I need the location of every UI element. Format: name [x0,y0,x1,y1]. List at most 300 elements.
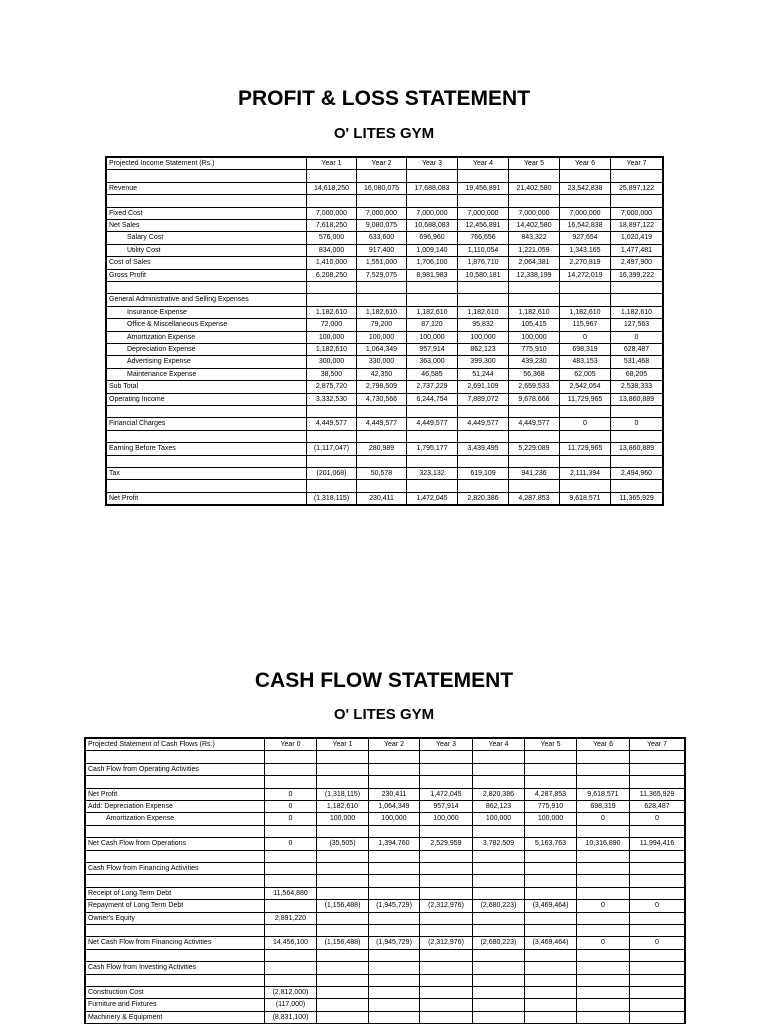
cell-value [317,949,369,961]
row-label: Net Profit [86,788,265,800]
cf-header-year: Year 0 [265,739,317,751]
table-row [86,999,685,1011]
cell-value: 1,472,045 [420,788,473,800]
cell-value: 9,618,571 [560,492,611,504]
cell-value: 12,456,891 [458,220,509,232]
cell-value [307,170,357,182]
cell-value: 230,411 [357,492,407,504]
cell-value: 1,795,177 [407,443,458,455]
cell-value: 5,229,089 [509,443,560,455]
cell-value [420,850,473,862]
cell-value: 46,585 [407,368,458,380]
cell-value: 2,111,394 [560,468,611,480]
cell-value: 3,439,495 [458,443,509,455]
cell-value: 0 [560,418,611,430]
cell-value: 1,009,140 [407,244,458,256]
cell-value: 87,120 [407,319,458,331]
cell-value [420,863,473,875]
row-label: Receipt of Long Term Debt [86,887,265,899]
cell-value [525,912,577,924]
cell-value: (2,312,976) [420,900,473,912]
cell-value [357,195,407,207]
cell-value [458,294,509,306]
cell-value: 399,300 [458,356,509,368]
cell-value [265,962,317,974]
cf-header-year: Year 1 [317,739,369,751]
table-row [107,368,663,380]
cell-value: 363,000 [407,356,458,368]
cell-value [630,875,685,887]
cell-value: 8,981,983 [407,269,458,281]
cell-value: 957,914 [407,344,458,356]
cell-value: 0 [560,331,611,343]
cell-value: 4,449,577 [509,418,560,430]
cell-value: 2,270,819 [560,257,611,269]
cell-value [611,195,663,207]
cf-header-year: Year 2 [369,739,420,751]
cell-value [611,170,663,182]
cell-value: 1,551,000 [357,257,407,269]
cell-value: 1,182,610 [458,306,509,318]
cell-value [630,974,685,986]
row-label [107,170,307,182]
table-row [86,850,685,862]
cell-value: 95,832 [458,319,509,331]
cell-value: 100,000 [317,813,369,825]
cell-value: (2,812,000) [265,987,317,999]
cell-value: 17,688,083 [407,182,458,194]
cell-value [420,949,473,961]
cell-value: 115,967 [560,319,611,331]
cell-value: 0 [265,801,317,813]
row-label: Revenue [107,182,307,194]
cell-value [420,999,473,1011]
row-label: Tax [107,468,307,480]
row-label: Cash Flow from Financing Activities [86,863,265,875]
cell-value [611,294,663,306]
cell-value: 5,163,763 [525,838,577,850]
cf-header-year: Year 4 [473,739,525,751]
row-label: Net Cash Flow from Financing Activities [86,937,265,949]
cell-value [630,987,685,999]
row-label: Amortization Expense [86,813,265,825]
cell-value [458,282,509,294]
cell-value: (1,117,047) [307,443,357,455]
cell-value: 1,410,000 [307,257,357,269]
cell-value [458,406,509,418]
cell-value: 4,730,566 [357,393,407,405]
cf-company-name: O' LITES GYM [333,706,435,723]
cell-value [369,863,420,875]
cell-value [473,751,525,763]
cell-value [369,962,420,974]
cell-value: 531,468 [611,356,663,368]
cell-value: 100,000 [357,331,407,343]
cell-value [473,925,525,937]
table-row [86,801,685,813]
cell-value [458,195,509,207]
cell-value [577,751,630,763]
cell-value: 483,153 [560,356,611,368]
cell-value: 21,402,580 [509,182,560,194]
cell-value: 957,914 [420,801,473,813]
cell-value [577,949,630,961]
cell-value: 0 [611,418,663,430]
cell-value [420,987,473,999]
cell-value: 7,529,075 [357,269,407,281]
cf-header-year: Year 3 [420,739,473,751]
cell-value [265,949,317,961]
cell-value: 1,064,349 [357,344,407,356]
table-row [107,344,663,356]
row-label: Maintenance Expense [107,368,307,380]
cell-value: 105,415 [509,319,560,331]
row-label: Furniture and Fixtures [86,999,265,1011]
row-label: Cost of Sales [107,257,307,269]
cell-value [473,875,525,887]
cell-value [369,763,420,775]
cell-value: 696,960 [407,232,458,244]
cell-value [611,430,663,442]
cell-value [265,875,317,887]
row-label [107,195,307,207]
cell-value [420,776,473,788]
cell-value [369,875,420,887]
row-label: Utility Cost [107,244,307,256]
cell-value: 4,287,853 [525,788,577,800]
cell-value [525,776,577,788]
cell-value: 1,064,349 [369,801,420,813]
table-row [107,282,663,294]
cell-value: (35,505) [317,838,369,850]
cell-value: 300,000 [307,356,357,368]
cell-value: 16,080,075 [357,182,407,194]
table-row [107,207,663,219]
cell-value: 2,875,720 [307,381,357,393]
table-row [86,825,685,837]
cell-value: 4,449,577 [357,418,407,430]
cell-value: 1,472,045 [407,492,458,504]
cell-value: 9,678,666 [509,393,560,405]
table-row [107,455,663,467]
cell-value [560,406,611,418]
cell-value [577,912,630,924]
cell-value [407,430,458,442]
table-row [86,751,685,763]
cell-value: 127,563 [611,319,663,331]
cell-value [317,863,369,875]
table-row [107,356,663,368]
cell-value: 280,989 [357,443,407,455]
cell-value: 2,798,509 [357,381,407,393]
cell-value: (1,156,488) [317,900,369,912]
cell-value [317,925,369,937]
table-row [86,838,685,850]
pl-header-year: Year 1 [307,158,357,170]
cell-value: 1,182,610 [307,306,357,318]
table-row [107,195,663,207]
cell-value: 0 [630,900,685,912]
cell-value [525,949,577,961]
cell-value: 7,889,072 [458,393,509,405]
cell-value: 14,456,100 [265,937,317,949]
cash-flow-table [85,738,685,1024]
cell-value: 1,706,100 [407,257,458,269]
cell-value: 2,538,333 [611,381,663,393]
cell-value: 698,319 [577,801,630,813]
cell-value: 927,654 [560,232,611,244]
cell-value: 51,244 [458,368,509,380]
cell-value [357,170,407,182]
cell-value [369,999,420,1011]
cell-value [473,776,525,788]
cell-value: 834,000 [307,244,357,256]
cell-value: 2,737,229 [407,381,458,393]
cell-value: 1,182,610 [611,306,663,318]
cell-value [577,974,630,986]
table-row [107,294,663,306]
cell-value: 100,000 [420,813,473,825]
cell-value: 917,400 [357,244,407,256]
cell-value [369,887,420,899]
cell-value: 9,618,571 [577,788,630,800]
cell-value: 4,287,853 [509,492,560,504]
table-row [107,182,663,194]
row-label [107,430,307,442]
cell-value [265,974,317,986]
cell-value [317,825,369,837]
row-label [107,282,307,294]
cell-value [630,962,685,974]
cell-value: 628,487 [630,801,685,813]
cell-value: 10,316,890 [577,838,630,850]
cell-value [577,987,630,999]
cell-value: 1,394,760 [369,838,420,850]
row-label [86,751,265,763]
table-row [86,788,685,800]
cell-value: 68,205 [611,368,663,380]
cell-value [473,763,525,775]
table-row [86,912,685,924]
cell-value: 10,688,083 [407,220,458,232]
row-label [86,949,265,961]
cell-value: 1,343,165 [560,244,611,256]
cell-value [509,282,560,294]
cell-value [630,776,685,788]
cell-value [420,1011,473,1023]
table-row [107,306,663,318]
row-label: General Administrative and Selling Expenses [107,294,307,306]
table-row [86,813,685,825]
cell-value: 100,000 [407,331,458,343]
table-row [107,257,663,269]
cell-value [369,751,420,763]
cell-value: (3,469,464) [525,937,577,949]
table-row [107,406,663,418]
cell-value: 9,080,075 [357,220,407,232]
cell-value [307,195,357,207]
pl-header-label: Projected Income Statement (Rs.) [107,158,307,170]
row-label: Office & Miscellaneous Expense [107,319,307,331]
cell-value: 11,365,929 [630,788,685,800]
cell-value [560,430,611,442]
pl-header-row [107,158,663,170]
cell-value [369,949,420,961]
cell-value: 698,319 [560,344,611,356]
cell-value: 576,000 [307,232,357,244]
table-row [86,937,685,949]
cell-value [611,406,663,418]
cell-value [611,455,663,467]
cell-value [560,294,611,306]
row-label: Repayment of Long Term Debt [86,900,265,912]
cell-value [473,999,525,1011]
table-row [86,925,685,937]
cf-header-row [86,739,685,751]
table-row [86,763,685,775]
cell-value [317,751,369,763]
cell-value [317,912,369,924]
cell-value: 14,272,019 [560,269,611,281]
cell-value: 13,860,889 [611,393,663,405]
cell-value: 11,994,416 [630,838,685,850]
cell-value [357,455,407,467]
cell-value [525,987,577,999]
cell-value: 7,000,000 [611,207,663,219]
cell-value [265,863,317,875]
cell-value: 0 [265,788,317,800]
cell-value [630,863,685,875]
cell-value [525,825,577,837]
cell-value [473,962,525,974]
cell-value [577,925,630,937]
cell-value: 7,000,000 [357,207,407,219]
cell-value [458,170,509,182]
table-row [86,887,685,899]
cell-value: (1,156,488) [317,937,369,949]
cell-value: 775,910 [525,801,577,813]
cell-value: 100,000 [509,331,560,343]
cell-value: 941,236 [509,468,560,480]
cell-value [265,925,317,937]
cell-value: (201,068) [307,468,357,480]
cell-value [473,863,525,875]
table-row [86,1011,685,1023]
cell-value: 843,322 [509,232,560,244]
cell-value [525,863,577,875]
cf-header-year: Year 6 [577,739,630,751]
cell-value [577,863,630,875]
cell-value [407,195,458,207]
pl-header-year: Year 3 [407,158,458,170]
cell-value: (1,318,115) [307,492,357,504]
cell-value [369,912,420,924]
cell-value [577,887,630,899]
row-label: Owner's Equity [86,912,265,924]
cell-value: 1,182,610 [307,344,357,356]
cell-value: 7,000,000 [458,207,509,219]
cell-value [265,751,317,763]
row-label [107,480,307,492]
cell-value [420,751,473,763]
row-label: Operating Income [107,393,307,405]
cell-value: 2,691,109 [458,381,509,393]
row-label: Cash Flow from Operating Activities [86,763,265,775]
cell-value [509,170,560,182]
cell-value: 862,123 [473,801,525,813]
row-label [86,825,265,837]
table-row [107,443,663,455]
cell-value [458,480,509,492]
cell-value [611,480,663,492]
cell-value [420,825,473,837]
cell-value: 14,402,580 [509,220,560,232]
cell-value: 50,578 [357,468,407,480]
cell-value: 323,132 [407,468,458,480]
cell-value: 6,208,250 [307,269,357,281]
cell-value [420,962,473,974]
cell-value [509,430,560,442]
row-label: Advertising Expense [107,356,307,368]
row-label [86,776,265,788]
table-row [107,331,663,343]
cell-value [509,195,560,207]
cell-value: 12,338,199 [509,269,560,281]
row-label: Machinery & Equipment [86,1011,265,1023]
cell-value [577,875,630,887]
profit-loss-table [106,157,663,505]
cell-value [611,282,663,294]
table-row [107,244,663,256]
cell-value [560,455,611,467]
cell-value: 2,820,386 [473,788,525,800]
row-label: Add: Depreciation Expense [86,801,265,813]
cell-value: 2,659,533 [509,381,560,393]
cell-value [525,751,577,763]
pl-header-year: Year 5 [509,158,560,170]
cell-value: 1,182,610 [509,306,560,318]
cell-value: 0 [265,838,317,850]
cell-value [473,887,525,899]
cell-value [357,294,407,306]
cell-value [525,887,577,899]
cell-value [265,900,317,912]
cell-value: 11,729,965 [560,393,611,405]
row-label: Fixed Cost [107,207,307,219]
pl-header-year: Year 7 [611,158,663,170]
cell-value [420,974,473,986]
cell-value [630,999,685,1011]
cell-value [317,887,369,899]
row-label [107,455,307,467]
cell-value: 100,000 [369,813,420,825]
cell-value: 230,411 [369,788,420,800]
cell-value: 18,897,122 [611,220,663,232]
row-label: Sub Total [107,381,307,393]
cell-value [420,763,473,775]
cell-value: 439,230 [509,356,560,368]
cell-value [473,974,525,986]
cell-value: 7,000,000 [509,207,560,219]
cell-value: 38,500 [307,368,357,380]
cell-value [317,962,369,974]
cell-value: 766,656 [458,232,509,244]
cell-value [525,925,577,937]
cell-value: 19,456,891 [458,182,509,194]
cell-value: (8,831,100) [265,1011,317,1023]
cell-value: 7,000,000 [407,207,458,219]
cell-value [317,763,369,775]
